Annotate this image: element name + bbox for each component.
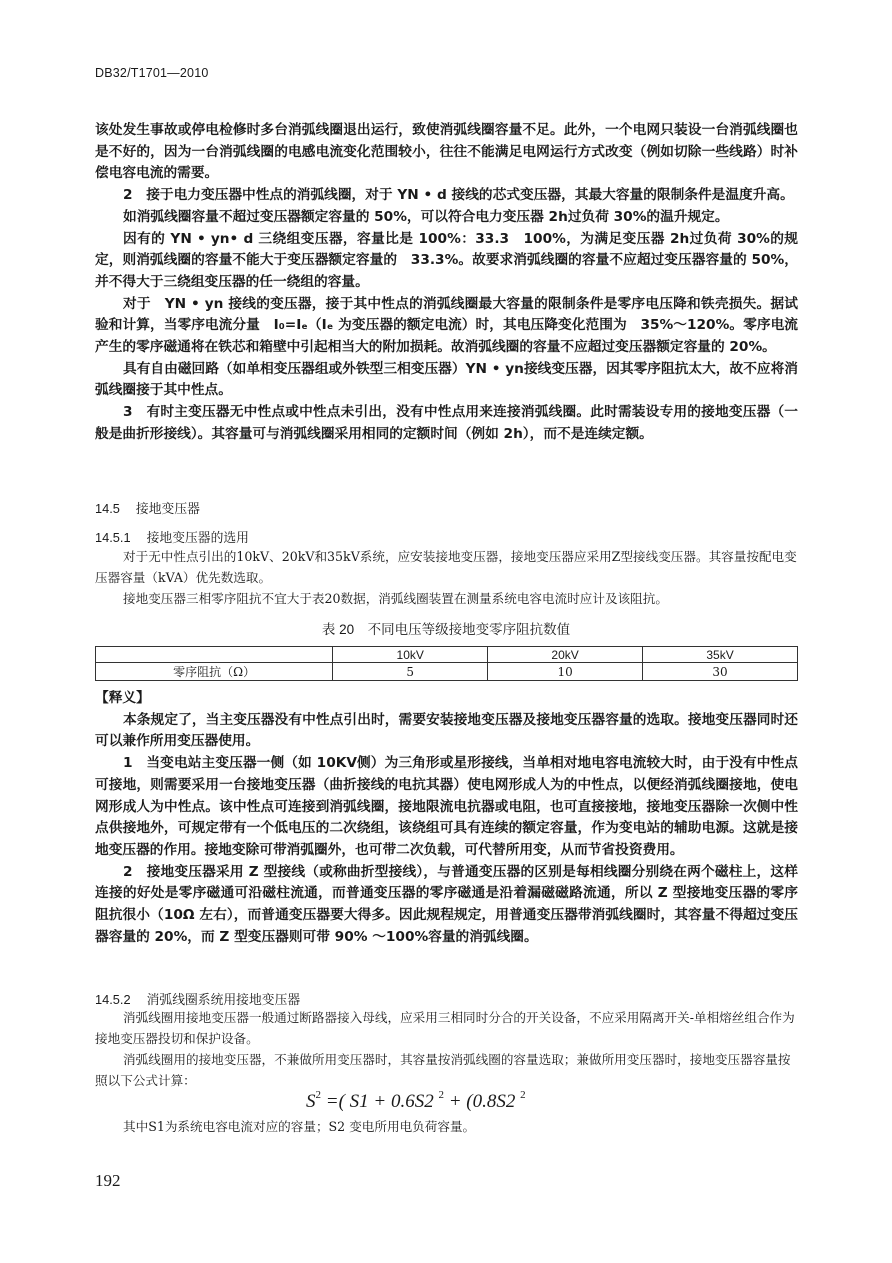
table-row-label: 零序阻抗（Ω）	[96, 663, 333, 681]
paragraph: 2 接地变压器采用 Z 型接线（或称曲折型接线），与普通变压器的区别是每相线圈分别绕在两个磁柱上，这样连接的好处是零序磁通可沿磁柱流通，而普通变压器的零序磁通是沿着漏磁磁路流通，所以 Z 型接地变压器的零序阻抗很小（10Ω 左右），而普通变压器要大得多。因此规程规定，用普通变压器带消弧线圈时，其容量不得超过变压器容量的 20%，而 Z 型变压器则可带 90% ～100%容量的消弧线圈。	[95, 863, 798, 945]
paragraph: 2 接于电力变压器中性点的消弧线圈，对于 YN • d 接线的芯式变压器，其最大容量的限制条件是温度升高。	[123, 187, 794, 204]
table-caption: 表 20 不同电压等级接地变零序阻抗数值	[321, 622, 571, 637]
table-header-row	[96, 647, 798, 663]
table-cell: 5	[333, 663, 488, 681]
table-row	[96, 663, 798, 681]
table-header-cell: 20kV	[488, 647, 643, 663]
page-number: 192	[95, 1171, 121, 1190]
paragraph: 消弧线圈用接地变压器一般通过断路器接入母线，应采用三相同时分合的开关设备，不应采用隔离开关-单相熔丝组合作为接地变压器投切和保护设备。	[95, 1010, 795, 1046]
paragraph: 1 当变电站主变压器一侧（如 10KV侧）为三角形或星形接线，当单相对地电容电流较大时，由于没有中性点可接地，则需要采用一台接地变压器（曲折接线的电抗其器）使电网形成人为的中性点，以便经消弧线圈接地，使电网形成人为中性点。该中性点可连接到消弧线圈，接地限流电抗器或电阻，也可直接接地，接地变压器除一次侧中性点供接地外，可规定带有一个低电压的二次绕组，该绕组可具有连续的额定容量，作为变电站的辅助电源。这就是接地变压器的作用。接地变除可带消弧圈外，也可带二次负载，可代替所用变，从而节省投资费用。	[95, 755, 798, 858]
table-cell: 10	[488, 663, 643, 681]
section-heading-14-5-1	[95, 527, 249, 546]
table-header-cell: 10kV	[333, 647, 488, 663]
formula-lhs: S	[306, 1091, 316, 1112]
section-heading-14-5	[95, 498, 200, 517]
paragraph: 因有的 YN • yn• d 三绕组变压器，容量比是 100%：33.3 100%，为满足变压器 2h过负荷 30%的规定，则消弧线圈的容量不能大于变压器额定容量的 33.3%。故要求消弧线圈的容量不应超过变压器容量的 50%，并不得大于三绕组变压器的任一绕组的容量。	[95, 230, 798, 290]
paragraph: 具有自由磁回路（如单相变压器组或外铁型三相变压器）YN • yn接线变压器，因其零序阻抗太大，故不应将消弧线圈接于其中性点。	[95, 360, 798, 399]
paragraph: 接地变压器三相零序阻抗不宜大于表20数据，消弧线圈装置在测量系统电容电流时应计及该阻抗。	[123, 591, 668, 606]
shiyi-heading: 【释义】	[95, 690, 150, 706]
paragraph: 消弧线圈用的接地变压器，不兼做所用变压器时，其容量按消弧线圈的容量选取；兼做所用变压器时，接地变压器容量按照以下公式计算：	[95, 1052, 791, 1088]
paragraph: 对于 YN • yn 接线的变压器，接于其中性点的消弧线圈最大容量的限制条件是零序电压降和铁壳损失。据试验和计算，当零序电流分量 I₀=Iₑ（Iₑ 为变压器的额定电流）时，其电压降变化范围为 35%～120%。零序电流产生的零序磁通将在铁芯和箱壁中引起相当大的附加损耗。故消弧线圈的容量不应超过变压器额定容量的 20%。	[95, 295, 798, 356]
paragraph: 该处发生事故或停电检修时多台消弧线圈退出运行，致使消弧线圈容量不足。此外，一个电网只装设一台消弧线圈也是不好的，因为一台消弧线圈的电感电流变化范围较小，往往不能满足电网运行方式改变（例如切除一些线路）时补偿电容电流的需要。	[95, 122, 798, 182]
formula-exponent: 2	[438, 1089, 444, 1101]
paragraph: 3 有时主变压器无中性点或中性点未引出，没有中性点用来连接消弧线圈。此时需装设专用的接地变压器（一般是曲折形接线）。其容量可与消弧线圈采用相同的定额时间（例如 2h），而不是连续定额。	[95, 404, 798, 442]
section-14-5-1-body	[95, 546, 798, 609]
shiyi-block	[95, 688, 798, 948]
paragraph: 其中S1为系统电容电流对应的容量；S2 变电所用电负荷容量。	[123, 1119, 476, 1134]
paragraph: 如消弧线圈容量不超过变压器额定容量的 50%，可以符合电力变压器 2h过负荷 30%的温升规定。	[123, 208, 729, 225]
impedance-table	[95, 646, 798, 681]
top-paragraphs	[95, 120, 798, 446]
formula-note	[95, 1116, 798, 1137]
table-header-cell	[96, 647, 333, 663]
section-number: 14.5.2	[95, 992, 131, 1007]
section-title: 接地变压器的选用	[146, 530, 249, 545]
formula-term: + (0.8S2	[443, 1091, 521, 1112]
document-code-header: DB32/T1701—2010	[95, 66, 209, 80]
table-cell: 30	[643, 663, 798, 681]
table-header-cell: 35kV	[643, 647, 798, 663]
section-14-5-2-body	[95, 1007, 798, 1091]
section-number: 14.5.1	[95, 530, 131, 545]
formula-term: =( S1 + 0.6S2	[321, 1091, 439, 1112]
section-heading-14-5-2	[95, 989, 300, 1008]
formula-exponent: 2	[315, 1089, 321, 1101]
section-number: 14.5	[95, 501, 120, 516]
paragraph: 对于无中性点引出的10kV、20kV和35kV系统，应安装接地变压器，接地变压器应采用Z型接线变压器。其容量按配电变压器容量（kVA）优先数选取。	[95, 549, 797, 585]
paragraph: 本条规定了，当主变压器没有中性点引出时，需要安装接地变压器及接地变压器容量的选取。接地变压器同时还可以兼作所用变压器使用。	[95, 711, 798, 750]
formula-exponent: 2	[520, 1089, 526, 1101]
section-title: 接地变压器	[135, 501, 200, 516]
section-title: 消弧线圈系统用接地变压器	[146, 992, 301, 1007]
capacity-formula	[306, 1089, 526, 1113]
